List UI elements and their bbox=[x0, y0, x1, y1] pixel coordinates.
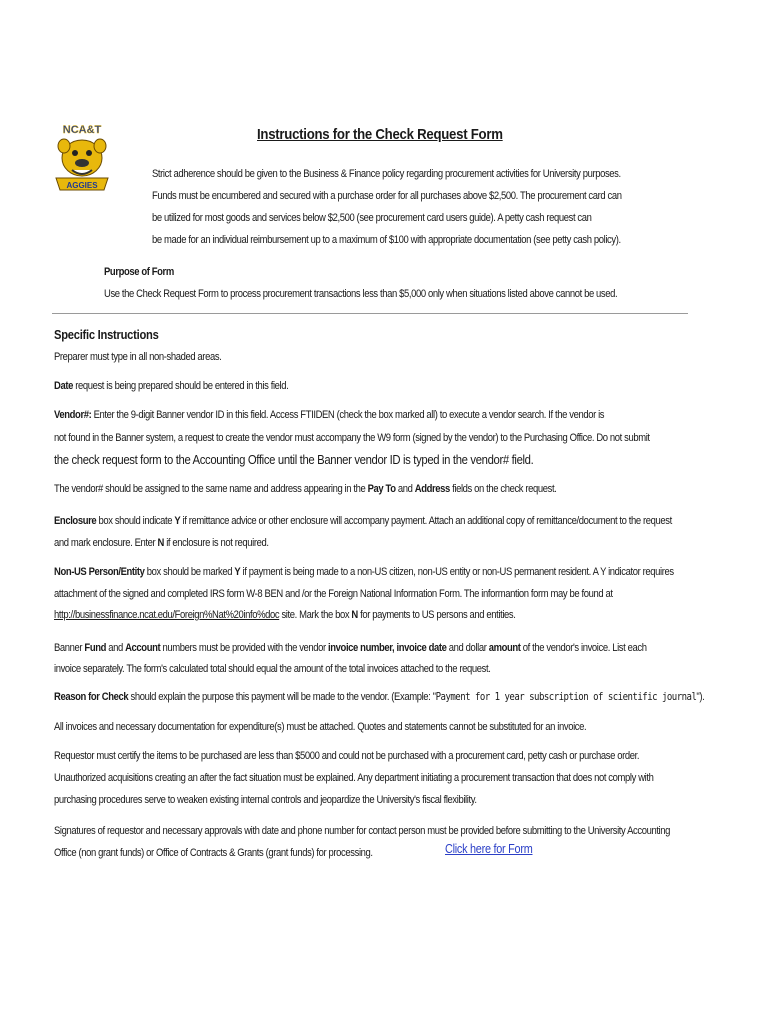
fund-line-1: Banner Fund and Account numbers must be provided with the vendor invoice number, invoice date and dollar amount of the vendor's invoice. List each bbox=[54, 642, 647, 654]
intro-line-3: be utilized for most goods and services below $2,500 (see procurement card users guide). A petty cash request can bbox=[152, 212, 592, 224]
nonus-line-2: attachment of the signed and completed IRS form W-8 BEN and /or the Foreign National Information Form. The informantion form may be found at bbox=[54, 588, 613, 600]
date-instruction: Date request is being prepared should be entered in this field. bbox=[54, 380, 289, 392]
specific-heading: Specific Instructions bbox=[54, 327, 159, 342]
certify-line-2: Unauthorized acquisitions creating an after the fact situation must be explained. Any department initiating a procurement transaction that does not comply with bbox=[54, 772, 654, 784]
logo-text-top: NCA&T bbox=[62, 124, 102, 136]
foreign-nat-info-link[interactable]: http://businessfinance.ncat.edu/Foreign%Nat%20info%doc bbox=[54, 609, 280, 621]
enclosure-line-2: and mark enclosure. Enter N if enclosure is not required. bbox=[54, 537, 269, 549]
vendor-instruction-line-1: Vendor#: Enter the 9-digit Banner vendor ID in this field. Access FTIIDEN (check the box marked all) to execute a vendor search. If the vendor is bbox=[54, 409, 605, 421]
signatures-line-1: Signatures of requestor and necessary approvals with date and phone number for contact person must be provided before submitting to the University Accounting bbox=[54, 825, 671, 837]
logo-text-bottom: AGGIES bbox=[66, 181, 98, 190]
vendor-instruction-line-2: not found in the Banner system, a request to create the vendor must accompany the W9 form (signed by the vendor) to the Purchasing Office. Do not submit bbox=[54, 432, 650, 444]
invoices-text: All invoices and necessary documentation for expenditure(s) must be attached. Quotes and statements cannot be substituted for an invoice. bbox=[54, 721, 587, 733]
certify-line-3: purchasing procedures serve to weaken existing internal controls and jeopardize the University's fiscal flexibility. bbox=[54, 794, 477, 806]
preparer-text: Preparer must type in all non-shaded areas. bbox=[54, 351, 222, 363]
purpose-text: Use the Check Request Form to process procurement transactions less than $5,000 only when situations listed above cannot be used. bbox=[104, 288, 618, 300]
signatures-line-2: Office (non grant funds) or Office of Contracts & Grants (grant funds) for processing. bbox=[54, 847, 373, 859]
intro-line-4: be made for an individual reimbursement up to a maximum of $100 with appropriate documentation (see petty cash policy). bbox=[152, 234, 621, 246]
intro-line-2: Funds must be encumbered and secured with a purchase order for all purchases above $2,500. The procurement card can bbox=[152, 190, 622, 202]
vendor-label: Vendor#: bbox=[54, 409, 92, 421]
purpose-heading: Purpose of Form bbox=[104, 266, 174, 278]
certify-line-1: Requestor must certify the items to be purchased are less than $5000 and could not be purchased with a procurement card, petty cash or purchase order. bbox=[54, 750, 640, 762]
reason-line: Reason for Check should explain the purpose this payment will be made to the vendor. (Example: "Payment for 1 year subscription of scientific journal"). bbox=[54, 691, 705, 703]
nonus-line-3: http://businessfinance.ncat.edu/Foreign%Nat%20info%doc site. Mark the box N for payments to US persons and entities. bbox=[54, 609, 516, 621]
vendor-instruction-line-3: the check request form to the Accounting Office until the Banner vendor ID is typed in the vendor# field. bbox=[54, 452, 534, 467]
vendor-assign-text: The vendor# should be assigned to the same name and address appearing in the Pay To and Address fields on the check request. bbox=[54, 483, 557, 495]
date-label: Date bbox=[54, 380, 73, 392]
enclosure-line-1: Enclosure box should indicate Y if remittance advice or other enclosure will accompany payment. Attach an additional copy of remittance/document to the request bbox=[54, 515, 672, 527]
reason-example: Payment for 1 year subscription of scientific journal bbox=[435, 691, 697, 703]
nonus-line-1: Non-US Person/Entity box should be marked Y if payment is being made to a non-US citizen, non-US entity or non-US permanent resident. A Y indicator requires bbox=[54, 566, 674, 578]
fund-line-2: invoice separately. The form's calculated total should equal the amount of the total invoices attached to the request. bbox=[54, 663, 491, 675]
ncat-aggies-logo bbox=[52, 118, 112, 198]
click-here-for-form-link[interactable]: Click here for Form bbox=[445, 842, 533, 856]
intro-line-1: Strict adherence should be given to the Business & Finance policy regarding procurement activities for University purposes. bbox=[152, 168, 621, 180]
page-title: Instructions for the Check Request Form bbox=[257, 126, 503, 143]
divider bbox=[52, 313, 688, 314]
